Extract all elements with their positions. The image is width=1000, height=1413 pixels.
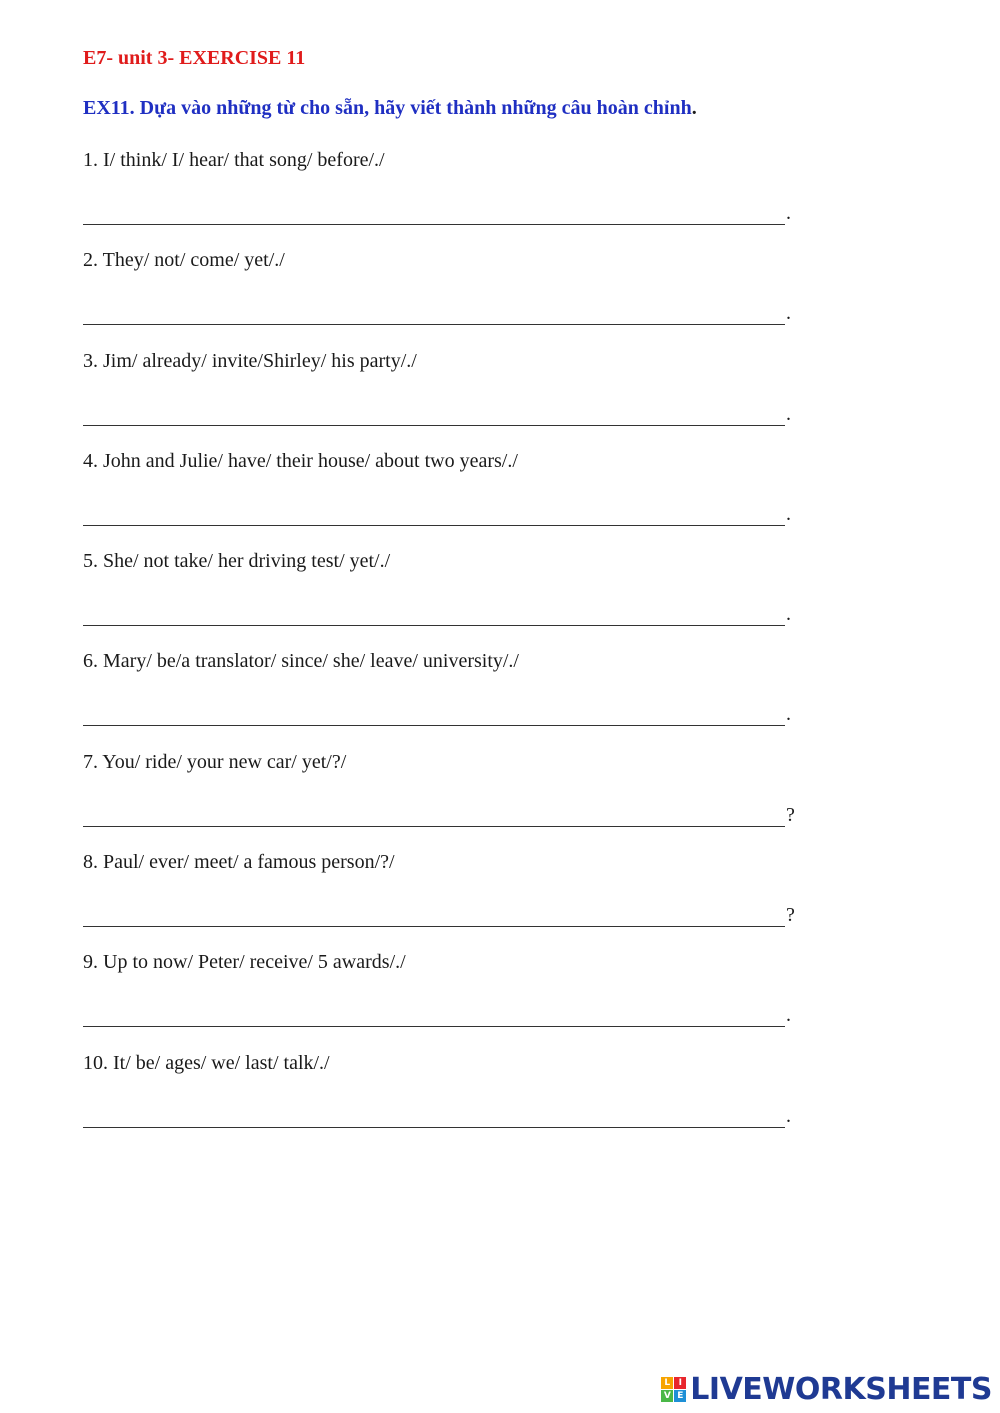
question-item [83,749,823,849]
answer-input-10[interactable] [83,1103,785,1128]
answer-row [83,197,803,225]
question-item [83,147,823,247]
sentence-end-mark: . [786,502,791,525]
question-prompt: 5. She/ not take/ her driving test/ yet/./ [83,550,391,573]
answer-row [83,698,803,726]
answer-input-9[interactable] [83,1002,785,1027]
instruction-period: . [691,97,697,119]
question-prompt: 9. Up to now/ Peter/ receive/ 5 awards/./ [83,951,406,974]
liveworksheets-brand[interactable] [661,1372,992,1407]
answer-row [83,799,803,827]
question-item [83,648,823,748]
answer-row [83,498,803,526]
question-list [83,147,823,1150]
question-prompt: 2. They/ not/ come/ yet/./ [83,249,285,272]
answer-input-2[interactable] [83,300,785,325]
logo-cell: E [674,1390,686,1402]
question-item [83,949,823,1049]
answer-input-6[interactable] [83,701,785,726]
sentence-end-mark: ? [786,904,795,927]
sentence-end-mark: . [786,402,791,425]
worksheet-title: E7- unit 3- EXERCISE 11 [83,47,306,69]
answer-row [83,398,803,426]
question-prompt: 3. Jim/ already/ invite/Shirley/ his party/./ [83,349,417,372]
question-item [83,548,823,648]
question-prompt: 10. It/ be/ ages/ we/ last/ talk/./ [83,1051,330,1074]
question-item [83,1050,823,1150]
answer-input-1[interactable] [83,200,785,225]
question-item [83,247,823,347]
sentence-end-mark: . [786,1004,791,1027]
brand-name: LIVEWORKSHEETS [690,1372,992,1407]
question-item [83,448,823,548]
sentence-end-mark: . [786,302,791,325]
liveworksheets-logo-icon [661,1377,686,1402]
answer-input-3[interactable] [83,401,785,426]
answer-row [83,1100,803,1128]
answer-input-8[interactable] [83,902,785,927]
question-prompt: 1. I/ think/ I/ hear/ that song/ before/./ [83,149,385,171]
question-item [83,348,823,448]
answer-input-4[interactable] [83,501,785,526]
answer-row [83,999,803,1027]
sentence-end-mark: . [786,703,791,726]
logo-cell: V [661,1390,673,1402]
question-item [83,849,823,949]
logo-cell: L [661,1377,673,1389]
sentence-end-mark: ? [786,803,795,826]
answer-input-5[interactable] [83,601,785,626]
sentence-end-mark: . [786,1104,791,1127]
sentence-end-mark: . [786,202,791,224]
question-prompt: 8. Paul/ ever/ meet/ a famous person/?/ [83,851,395,874]
answer-row [83,598,803,626]
question-prompt: 4. John and Julie/ have/ their house/ about two years/./ [83,449,518,472]
answer-input-7[interactable] [83,802,785,827]
answer-row [83,899,803,927]
instruction-text: EX11. Dựa vào những từ cho sẵn, hãy viết thành những câu hoàn chỉnh [83,97,692,119]
question-prompt: 7. You/ ride/ your new car/ yet/?/ [83,750,347,773]
sentence-end-mark: . [786,603,791,626]
question-prompt: 6. Mary/ be/a translator/ since/ she/ leave/ university/./ [83,650,519,673]
answer-row [83,297,803,325]
logo-cell: I [674,1377,686,1389]
exercise-instruction [83,97,697,120]
